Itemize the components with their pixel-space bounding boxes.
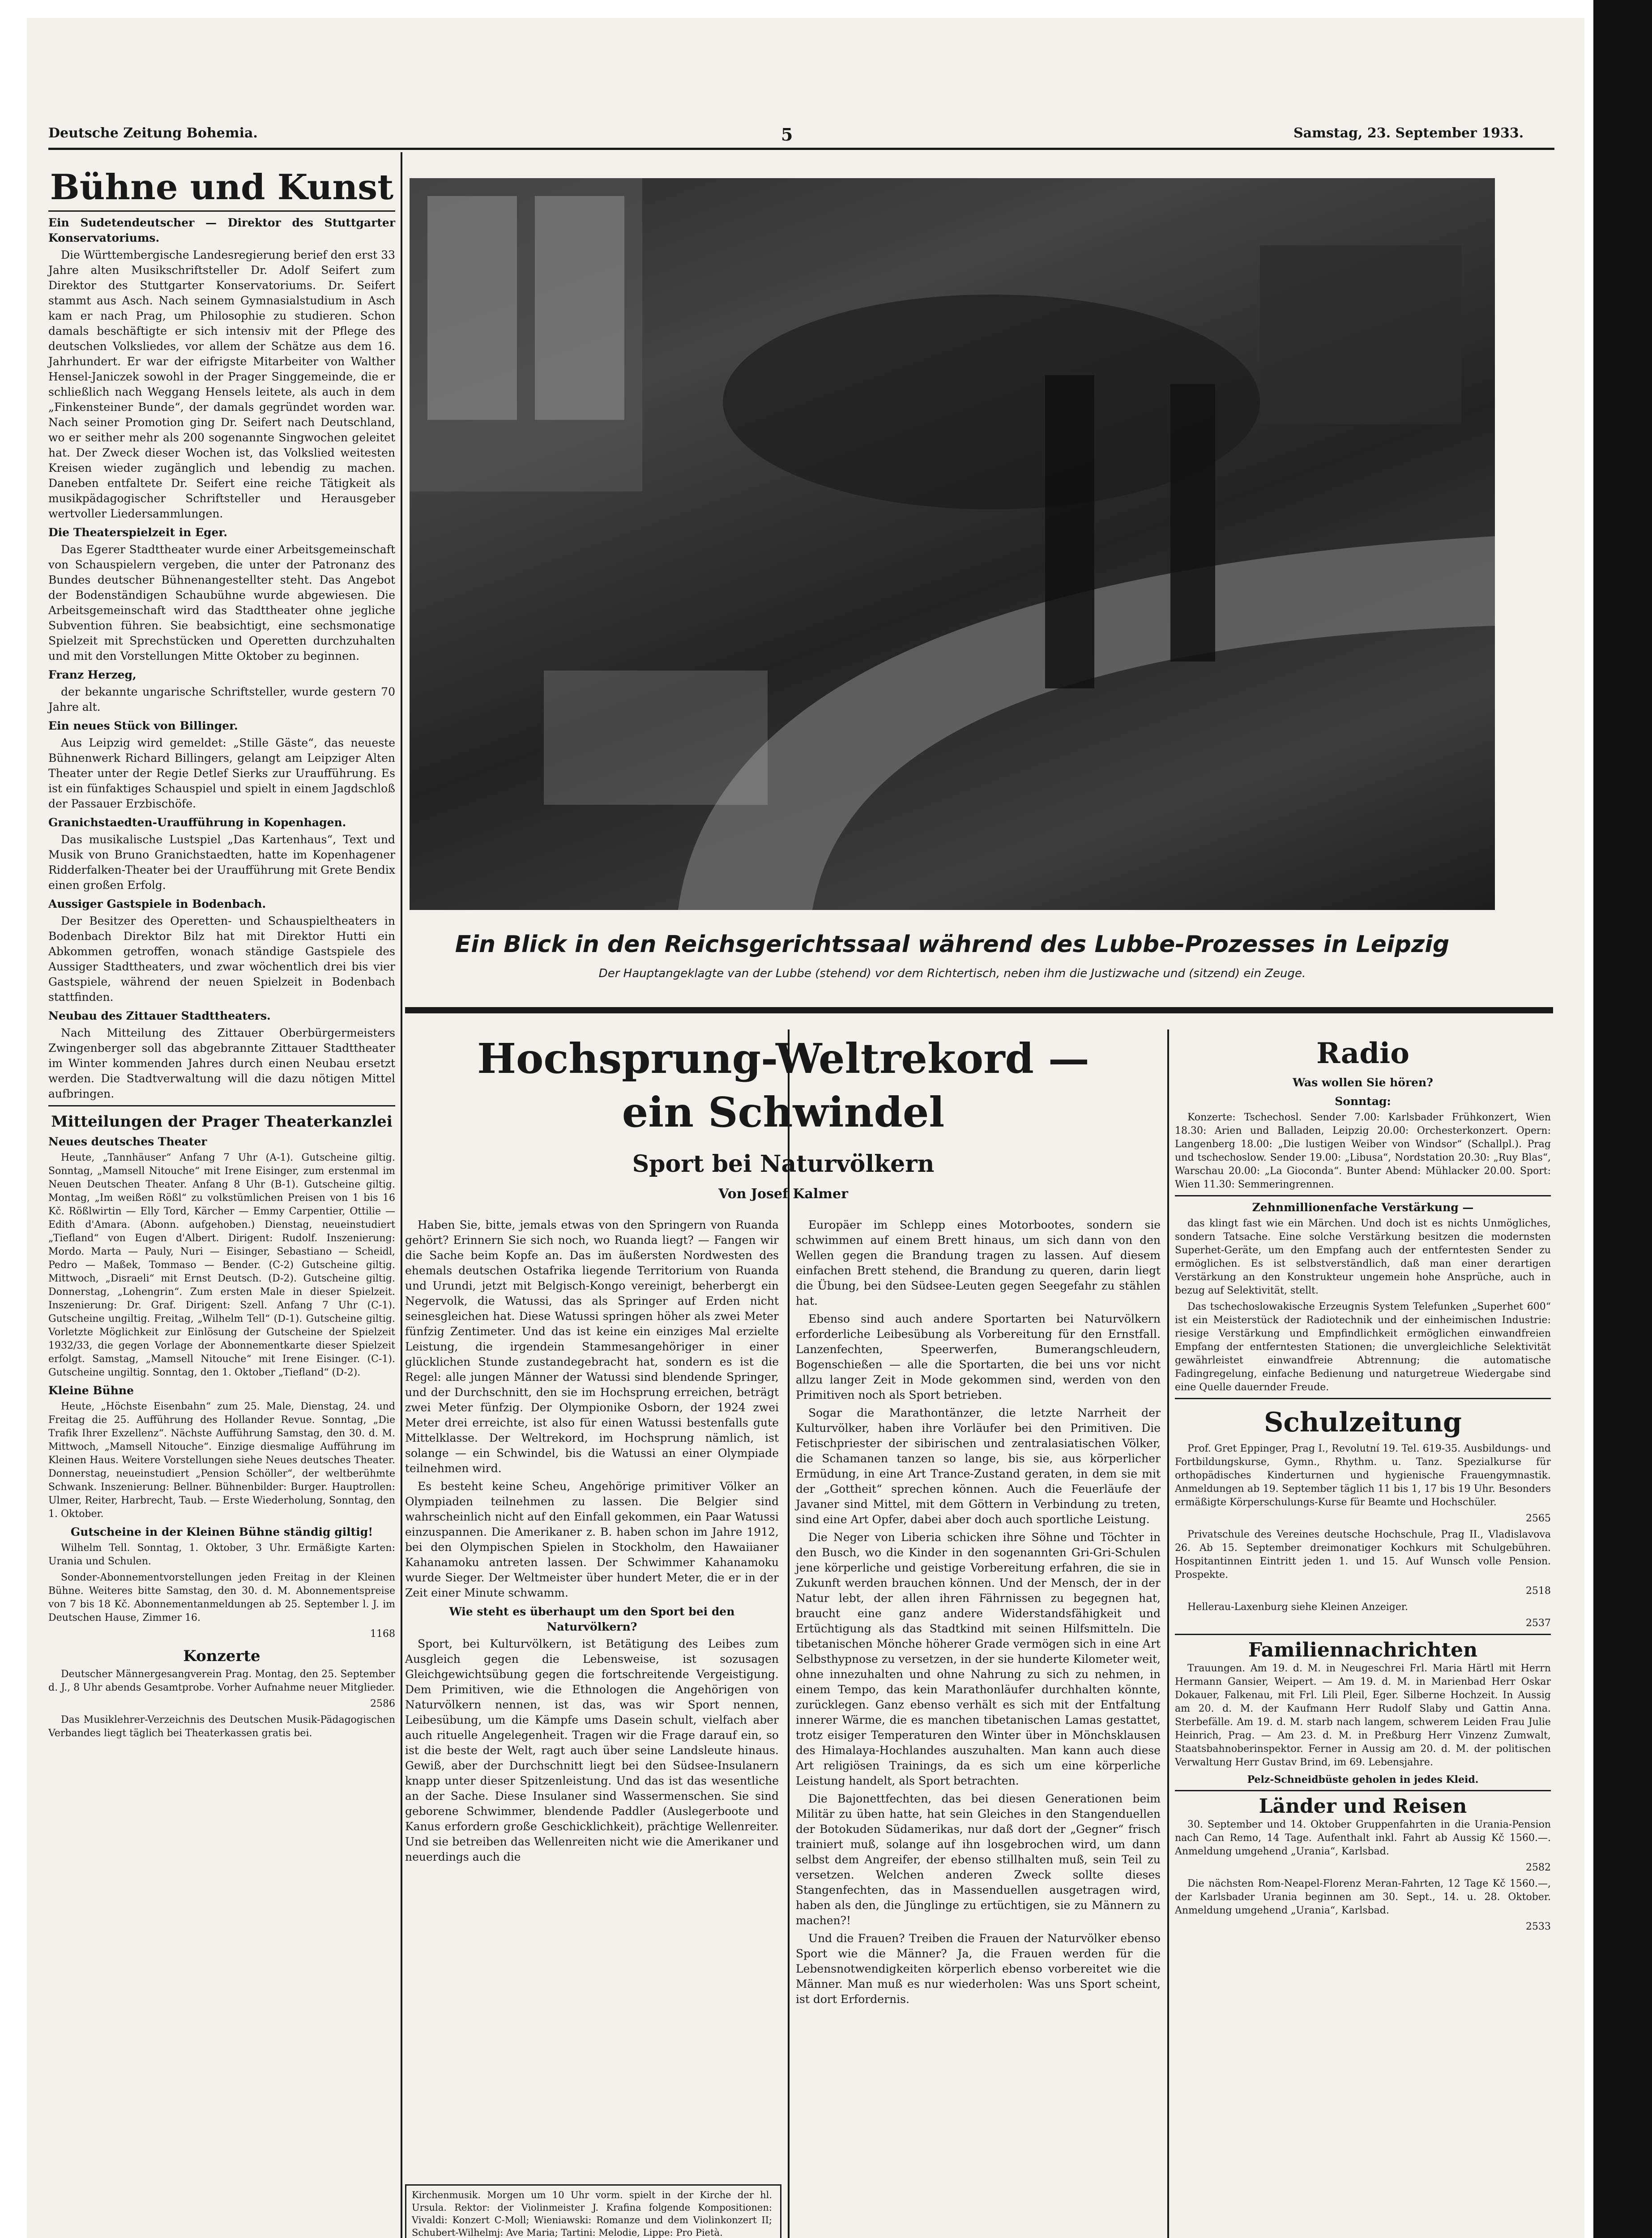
radio-question: Was wollen Sie hören?	[1293, 1076, 1433, 1089]
divider	[48, 210, 395, 212]
article-paragraph: Haben Sie, bitte, jemals etwas von den Springern von Ruanda gehört? Erinnern Sie sich noch, wo Ruanda liegt? — Fangen wir die Sache beim Kopfe an. Das im äußersten Nordwesten des ehemals deutschen Ostafrika liegende Territorium von Ruanda und Urundi, jetzt mit Belgisch-Kongo vereinigt, beherbergt ein Negervolk, die Watussi, das als Springer auf Erden nicht seinesgleichen hat. Diese Watussi springen höher als zwei Meter fünfzig Zentimeter. Und das ist keine ein einziges Mal erzielte Leistung, die irgendein Stammesangehöriger in einer glücklichen Stunde zustandegebracht hat, sondern es ist die Regel: alle jungen Männer der Watussi sind blendende Springer, und der Durchschnitt, den sie im Hochsprung erreichen, beträgt zwei Meter fünfzig. Der Olympionike Osborn, der 1924 zwei Meter drei erreichte, ist also für einen Watussi bestenfalls gute Mittelklasse. Der Weltrekord, im Hochsprung nämlich, ist solange — ein Schwindel, bis die Watussi an einer Olympiade teilnehmen wird.	[405, 1218, 779, 1475]
article-paragraph: Es besteht keine Scheu, Angehörige primitiver Völker an Olympiaden teilnehmen zu lassen. Die Belgier sind wahrscheinlich nicht auf den Einfall gekommen, ein Paar Watussi einzuspannen. Die Amerikaner z. B. haben schon im Jahre 1912, bei den Olympischen Spielen in Stockholm, den Hawaiianer Kahanamoku antreten lassen. Der Schwimmer Kahanamoku wurde Sieger. Der Weltmeister über hundert Meter, die er in der Zeit einer Minute schwamm.	[405, 1480, 779, 1599]
family-title: Familiennachrichten	[1248, 1639, 1478, 1661]
kleine-head: Kleine Bühne	[48, 1384, 134, 1397]
divider	[1175, 1790, 1551, 1791]
schul-text: Prof. Gret Eppinger, Prag I., Revolutní 19. Tel. 619-35. Ausbildungs- und Fortbildungskurse, Gymn., Rhythm. u. Tanz. Spezialkurse für orthopädisches Kinderturnen und hygienische Frauengymnastik. Anmeldungen ab 19. September täglich 11 bis 1, 17 bis 19 Uhr. Besonders ermäßigte Körperschulungs-Kurse für Beamte und Hochschüler.	[1175, 1443, 1551, 1508]
paper-name: Deutsche Zeitung Bohemia.	[48, 125, 258, 141]
issue-date: Samstag, 23. September 1933.	[1293, 125, 1524, 141]
divider	[1175, 1398, 1551, 1399]
tell-text: Wilhelm Tell. Sonntag, 1. Oktober, 3 Uhr. Ermäßigte Karten: Urania und Schulen.	[48, 1542, 395, 1567]
header-rule	[48, 148, 1554, 150]
article-paragraph: Und die Frauen? Treiben die Frauen der Naturvölker ebenso Sport wie die Männer? Ja, die Frauen werden für die Lebensnotwendigkeiten körperlich ebenso vorbereitet wie die Männer. Man muß es nur wiederholen: Was uns Sport scheint, ist dort Erfordernis.	[796, 1932, 1161, 2006]
divider	[1175, 1634, 1551, 1635]
family-note: Pelz-Schneidbüste geholen in jedes Kleid.	[1247, 1774, 1479, 1785]
divider	[1175, 1195, 1551, 1196]
news-head: Granichstaedten-Uraufführung in Kopenhagen.	[48, 816, 346, 829]
sonder-num: 1168	[370, 1628, 395, 1640]
column-divider	[401, 152, 402, 2238]
travel-num: 2582	[1526, 1862, 1551, 1873]
konzerte-title: Konzerte	[183, 1647, 260, 1665]
news-text: Das musikalische Lustspiel „Das Kartenhaus“, Text und Musik von Bruno Granichstaedten, hatte im Kopenhagener Ridderfalken-Theater bei der Uraufführung mit Grete Bendix einen großen Erfolg.	[48, 833, 395, 892]
schul-num3: 2537	[1526, 1618, 1551, 1629]
courtroom-image	[410, 178, 1495, 910]
article-paragraph: Sport, bei Kulturvölkern, ist Betätigung des Leibes zum Ausgleich gegen die Lebensweise, ist sozusagen Gleichgewichtsübung gegen die fortschreitende Vergeistigung. Dem Primitiven, wie die Ethnologen die Angehörigen von Naturvölkern nennen, ist das, was wir Sport nennen, Leibesübung, um die Kämpfe ums Dasein schult, vielfach aber auch rituelle Angelegenheit. Tragen wir die Frage darauf ein, so ist die beste der Welt, ragt auch über seine Landsleute hinaus. Gewiß, aber der Durchschnitt liegt bei den Südsee-Insulanern knapp unter dieser Spitzenleistung. Und das ist das wesentliche an der Sache. Diese Insulaner sind Wassermenschen. Sie sind geborene Schwimmer, blendende Paddler (Auslegerboote und Kanus erfordern große Geschicklichkeit), prächtige Wellenreiter. Und sie betreiben das Wellenreiten nicht wie die Amerikaner und neuerdings auch die	[405, 1637, 779, 1863]
travel-text2: Die nächsten Rom-Neapel-Florenz Meran-Fahrten, 12 Tage Kč 1560.—, der Karlsbader Urania beginnen am 30. Sept., 14. u. 28. Oktober. Anmeldung umgehend „Urania“, Karlsbad.	[1175, 1878, 1551, 1916]
news-head: Die Theaterspielzeit in Eger.	[48, 526, 227, 539]
ad-kirchenmusik: Kirchenmusik. Morgen um 10 Uhr vorm. spielt in der Kirche der hl. Ursula. Rektor: der Violinmeister J. Krafina folgende Kompositionen: Vivaldi: Konzert C-Moll; Wieniawski: Romanze und dem Violinkonzert II; Schubert-Wilhelmj: Ave Maria; Tartini: Melodie, Lippe: Pro Pietà.	[412, 2190, 772, 2238]
page-number: 5	[781, 124, 793, 145]
radio-day: Sonntag:	[1335, 1095, 1391, 1108]
news-head: Aussiger Gastspiele in Bodenbach.	[48, 897, 266, 910]
news-text: Der Besitzer des Operetten- und Schauspieltheaters in Bodenbach Direktor Bilz hat mit Direktor Hutti ein Abkommen getroffen, wonach ständige Gastspiele des Aussiger Stadttheaters, und zwar wöchentlich drei bis vier Gastspiele, während der neuen Spielzeit in Bodenbach stattfinden.	[48, 914, 395, 1004]
courtroom-photo	[410, 178, 1495, 910]
schul-title: Schulzeitung	[1264, 1407, 1462, 1438]
news-text: Nach Mitteilung des Zittauer Oberbürgermeisters Zwingenberger soll das abgebrannte Zittauer Stadttheater im Winter kommenden Jahres durch einen Neubau ersetzt werden. Die Stadtverwaltung will die dazu nötigen Mittel aufbringen.	[48, 1026, 395, 1100]
article-column-2	[796, 1217, 1161, 2010]
article-title-2: ein Schwindel	[622, 1088, 945, 1136]
article-paragraph: Die Neger von Liberia schicken ihre Söhne und Töchter in den Busch, wo die Kinder in den sogenannten Gri-Gri-Schulen jene körperliche und geistige Vorbereitung erfahren, die sie in Zukunft werden brauchen können. Und der Mensch, der in der Natur lebt, der allen ihren Fährnissen zu begegnen hat, braucht eine ganz andere Widerstandsfähigkeit und Ertüchtigung als das Stadtkind mit seinen Hilfsmitteln. Die tibetanischen Mönche höherer Grade vermögen sich in eine Art Selbsthypnose zu versetzen, in der sie hunderte Kilometer weit, ohne innezuhalten und ohne Nahrung zu sich zu nehmen, in einem Tempo, das kein Marathonläufer durchhalten könnte, zurücklegen. Ganz ebenso verhält es sich mit der Entfaltung innerer Wärme, die es manchen tibetanischen Lamas gestattet, trotz eisiger Temperaturen den Winter über in Mönchsklausen des Himalaya-Hochlandes auszuhalten. Man kann auch diese Art religiösen Trainings, da es sich um eine körperliche Leistung handelt, als Sport betrachten.	[796, 1531, 1161, 1787]
article-column-1	[405, 1217, 779, 1867]
article-byline: Von Josef Kalmer	[718, 1186, 848, 1202]
kanzlei-sub: Neues deutsches Theater	[48, 1135, 207, 1148]
article-paragraph: Die Bajonettfechten, das bei diesen Generationen beim Militär zu üben hatte, hat sein Gleiches in den Stangenduellen der Botokuden Südamerikas, nur daß dort der „Gegner“ frisch trainiert muß, solange auf ihn losgebrochen wird, um dann selbst dem Angreifer, der ebenso stillhalten muß, sein Teil zu versetzen. Welchen anderen Zweck sollte dieses Stangenfechten, das in Massenduellen ausgetragen wird, haben als den, die Jünglinge zu ertüchtigen, sie zu Männern zu machen?!	[796, 1792, 1161, 1927]
radio-text: Konzerte: Tschechosl. Sender 7.00: Karlsbader Frühkonzert, Wien 18.30: Arien und Balladen, Leipzig 20.00: Orchesterkonzert. Opern: Langenberg 18.00: „Die lustigen Weiber von Windsor“ (Schallpl.). Prag und tschechoslow. Sender 19.00: „Libusa“, Nordstation 20.30: „Ruy Blas“, Warschau 20.00: „La Gioconda“. Bunter Abend: Mühlacker 20.00. Sport: Wien 11.30: Semmeringrennen.	[1175, 1112, 1551, 1190]
photo-caption: Ein Blick in den Reichsgerichtssaal während des Lubbe-Prozesses in Leipzig	[455, 931, 1450, 958]
article-paragraph: Europäer im Schlepp eines Motorbootes, sondern sie schwimmen auf einem Brett hinaus, um sich dann von den Wellen gegen die Brandung tragen zu lassen. Auf diesem einfachen Brett stehend, die Brandung zu queren, darin liegt die Übung, bei den Südsee-Leuten gegen Seegefahr zu stählen hat.	[796, 1218, 1161, 1307]
article-title-1: Hochsprung-Weltrekord —	[477, 1034, 1089, 1083]
news-head: Ein Sudetendeutscher — Direktor des Stuttgarter Konservatoriums.	[48, 216, 395, 244]
kanzlei-title: Mitteilungen der Prager Theaterkanzlei	[51, 1113, 393, 1131]
news-text: Die Württembergische Landesregierung berief den erst 33 Jahre alten Musikschriftsteller Dr. Adolf Seifert zum Direktor des Stuttgarter Konservatoriums. Dr. Seifert stammt aus Asch. Nach seinem Gymnasialstudium in Asch kam er nach Prag, um Philosophie zu studieren. Schon damals beschäftigte er sich intensiv mit der Pflege des deutschen Volksliedes, vor allem der Schätze aus dem 16. Jahrhundert. Er war der eifrigste Mitarbeiter von Walther Hensel-Janiczek sowohl in der Prager Singgemeinde, die er schließlich nach Weggang Hensels leitete, als auch in dem „Finkensteiner Bunde“, der damals gegründet worden war. Nach seiner Promotion ging Dr. Seifert nach Deutschland, wo er seither mehr als 200 sogenannte Singwochen geleitet hat. Der Zweck dieser Wochen ist, das Volkslied weitesten Kreisen wieder zugänglich und lebendig zu machen. Daneben entfaltete Dr. Seifert eine reiche Tätigkeit als musikpädagogischer Schriftsteller und Herausgeber wertvoller Liedersammlungen.	[48, 248, 395, 520]
news-text: Das Egerer Stadttheater wurde einer Arbeitsgemeinschaft von Schauspielern vergeben, die unter der Patronanz des Bundes deutscher Bühnenangestellter steht. Das Angebot der Bodenständigen Schaubühne wurde abgewiesen. Die Arbeitsgemeinschaft wird das Stadttheater ohne jegliche Subvention führen. Sie beabsichtigt, eine sechsmonatige Spielzeit mit Sprechstücken und Operetten durchzuhalten und mit den Vorstellungen Mitte Oktober zu beginnen.	[48, 543, 395, 662]
kleine-text: Heute, „Höchste Eisenbahn“ zum 25. Male, Dienstag, 24. und Freitag die 25. Aufführung des Hollander Revue. Sonntag, „Die Trafik Ihrer Exzellenz“. Nächste Aufführung Samstag, den 30. d. M. Mittwoch, „Mamsell Nitouche“. Einzige diesmalige Aufführung im Kleinen Haus. Weitere Vorstellungen siehe Neues deutsches Theater. Donnerstag, neueinstudiert „Pension Schöller“, der weltberühmte Schwank. Inszenierung: Bellner. Bühnenbilder: Burger. Hauptrollen: Ulmer, Reiter, Harbrecht, Taub. — Erste Wiederholung, Sonntag, den 1. Oktober.	[48, 1401, 395, 1520]
photo-rule	[405, 1007, 1553, 1013]
kleine-note: Gutscheine in der Kleinen Bühne ständig giltig!	[70, 1525, 373, 1538]
news-head: Ein neues Stück von Billinger.	[48, 719, 238, 732]
sonder-text: Sonder-Abonnementvorstellungen jeden Freitag in der Kleinen Bühne. Weiteres bitte Samstag, den 30. d. M. Abonnementspreise von 7 bis 18 Kč. Abonnementanmeldungen ab 25. September l. J. im Deutschen Hause, Zimmer 16.	[48, 1572, 395, 1623]
travel-num2: 2533	[1526, 1921, 1551, 1932]
travel-text: 30. September und 14. Oktober Gruppenfahrten in die Urania-Pension nach Can Remo, 14 Tage. Aufenthalt inkl. Fahrt ab Aussig Kč 1560.—. Anmeldung umgehend „Urania“, Karlsbad.	[1175, 1819, 1551, 1857]
article-subtitle: Sport bei Naturvölkern	[632, 1150, 935, 1178]
section-title: Bühne und Kunst	[50, 167, 394, 208]
travel-title: Länder und Reisen	[1259, 1795, 1467, 1818]
schul-num: 2565	[1526, 1513, 1551, 1524]
radio-sub-text2: Das tschechoslowakische Erzeugnis System Telefunken „Superhet 600“ ist ein Meisterstück der Radiotechnik und der einheimischen Industrie: riesige Verstärkung und Empfindlichkeit ermöglichen einwandfreien Empfang der entferntesten Stationen; die unvergleichliche Selektivität gewährleistet einwandfreie Abtrennung; die automatische Fadingregelung, einfache Bedienung und naturgetreue Wiedergabe sind eine Quelle dauernder Freude.	[1175, 1301, 1551, 1393]
article-paragraph: Sogar die Marathontänzer, die letzte Narrheit der Kulturvölker, haben ihre Vorläufer bei den Primitiven. Die Fetischpriester der sibirischen und zentralasiatischen Völker, die Schamanen tanzen so lange, bis sie, aus körperlicher Ermüdung, in eine Art Trance-Zustand geraten, in dem sie mit der „Gottheit“ sprechen können. Auch die Feuerläufe der Javaner sind Mittel, mit dem Göttern in Verbindung zu treten, sind eine Art Opfer, dabei aber doch auch sportliche Leistung.	[796, 1406, 1161, 1526]
konzerte-num: 2586	[370, 1698, 395, 1709]
konzerte-text: Deutscher Männergesangverein Prag. Montag, den 25. September d. J., 8 Uhr abends Gesamtprobe. Vorher Aufnahme neuer Mitglieder.	[48, 1669, 395, 1693]
right-column	[1175, 1029, 1551, 1936]
article-paragraph: Ebenso sind auch andere Sportarten bei Naturvölkern erforderliche Leibesübung als Vorbereitung für den Ernstfall. Lanzenfechten, Speerwerfen, Bumerangschleudern, Bogenschießen — alle die Sportarten, die bei uns vor nicht allzu langer Zeit in Mode gekommen sind, werden von den Primitiven noch als Sport betrieben.	[796, 1312, 1161, 1401]
schul-num2: 2518	[1526, 1585, 1551, 1597]
family-text: Trauungen. Am 19. d. M. in Neugeschrei Frl. Maria Härtl mit Herrn Hermann Gansier, Weipert. — Am 19. d. M. in Marienbad Herr Oskar Dokauer, Falkenau, mit Frl. Lili Pleil, Eger. Silberne Hochzeit. In Aussig am 20. d. M. der Kaufmann Herr Rudolf Slaby und Gattin Anna. Sterbefälle. Am 19. d. M. starb nach langem, schwerem Leiden Frau Julie Heinrich, Prag. — Am 23. d. M. in Preßburg Herr Vinzenz Zumwalt, Staatsbahnoberinspektor. Ferner in Aussig am 20. d. M. der politischen Verwaltung Herr Gustav Brind, im 69. Lebensjahre.	[1175, 1663, 1551, 1768]
news-head: Franz Herzeg,	[48, 668, 137, 681]
konzerte-text2: Das Musiklehrer-Verzeichnis des Deutschen Musik-Pädagogischen Verbandes liegt täglich bei Theaterkassen gratis bei.	[48, 1714, 395, 1739]
news-head: Neubau des Zittauer Stadttheaters.	[48, 1009, 271, 1022]
photo-subcaption: Der Hauptangeklagte van der Lubbe (stehend) vor dem Richtertisch, neben ihm die Justizwache und (sitzend) ein Zeuge.	[598, 967, 1306, 980]
radio-title: Radio	[1316, 1037, 1409, 1070]
schul-text3: Hellerau-Laxenburg siehe Kleinen Anzeiger.	[1187, 1602, 1409, 1613]
kanzlei-text: Heute, „Tannhäuser“ Anfang 7 Uhr (A-1). Gutscheine giltig. Sonntag, „Mamsell Nitouche“ mit Irene Eisinger, zum erstenmal im Neuen Deutschen Theater. Anfang 8 Uhr (B-1). Gutscheine giltig. Montag, „Im weißen Rößl“ zu volkstümlichen Preisen von 1 bis 16 Kč. Rößlwirtin — Elly Tord, Kärcher — Emmy Carpentier, Ottilie — Edith d'Amara. (Abonn. aufgehoben.) Dienstag, neueinstudiert „Tiefland“ von Eugen d'Albert. Dirigent: Rudolf. Inszenierung: Mordo. Marta — Pauly, Nuri — Eisinger, Sebastiano — Scheidl, Pedro — Maßek, Tommaso — Bender. (C-2) Gutscheine giltig. Mittwoch, „Disraeli“ mit Ernst Deutsch. (D-2). Gutscheine giltig. Donnerstag, „Lohengrin“. Zum ersten Male in dieser Spielzeit. Inszenierung: Dr. Graf. Dirigent: Szell. Anfang 7 Uhr (C-1). Gutscheine ungiltig. Freitag, „Wilhelm Tell“ (D-1). Gutscheine giltig. Vorletzte Möglichkeit zur Einlösung der Gutscheine der Spielzeit 1932/33, die gegen Vorlage der Abonnementkarte dieser Spielzeit erfolgt. Samstag, „Mamsell Nitouche“ mit Irene Eisinger. (C-1). Gutscheine ungiltig. Sonntag, den 1. Oktober „Tiefland“ (D-2).	[48, 1152, 395, 1378]
schul-text2: Privatschule des Vereines deutsche Hochschule, Prag II., Vladislavova 26. Ab 15. September dreimonatiger Kochkurs mit Schulgebühren. Hospitantinnen Eintritt jeden 1. und 15. Auf Wunsch volle Pension. Prospekte.	[1175, 1529, 1551, 1580]
left-column	[48, 161, 395, 1743]
column-divider	[788, 1029, 790, 2238]
news-text: der bekannte ungarische Schriftsteller, wurde gestern 70 Jahre alt.	[48, 685, 395, 713]
column-divider	[1167, 1029, 1169, 2238]
radio-sub-text: das klingt fast wie ein Märchen. Und doch ist es nichts Unmögliches, sondern Tatsache. Eine solche Verstärkung besitzen die modernsten Superhet-Geräte, um den Empfang auch der entferntesten Sender zu ermöglichen. Es ist selbstverständlich, daß man einer derartigen Verstärkung an den Konstrukteur ungemein hohe Ansprüche, auch in bezug auf Selektivität, stellt.	[1175, 1218, 1551, 1296]
scan-border	[1593, 0, 1652, 2238]
divider	[48, 1105, 395, 1106]
radio-sub-head: Zehnmillionenfache Verstärkung —	[1252, 1201, 1474, 1214]
news-text: Aus Leipzig wird gemeldet: „Stille Gäste“, das neueste Bühnenwerk Richard Billingers, gelangt am Leipziger Alten Theater unter der Regie Detlef Sierks zur Uraufführung. Es ist ein fünfaktiges Schauspiel und spielt in einem Jagdschloß der Passauer Erzbischöfe.	[48, 736, 395, 810]
article-paragraph: Wie steht es überhaupt um den Sport bei den Naturvölkern?	[449, 1605, 735, 1633]
